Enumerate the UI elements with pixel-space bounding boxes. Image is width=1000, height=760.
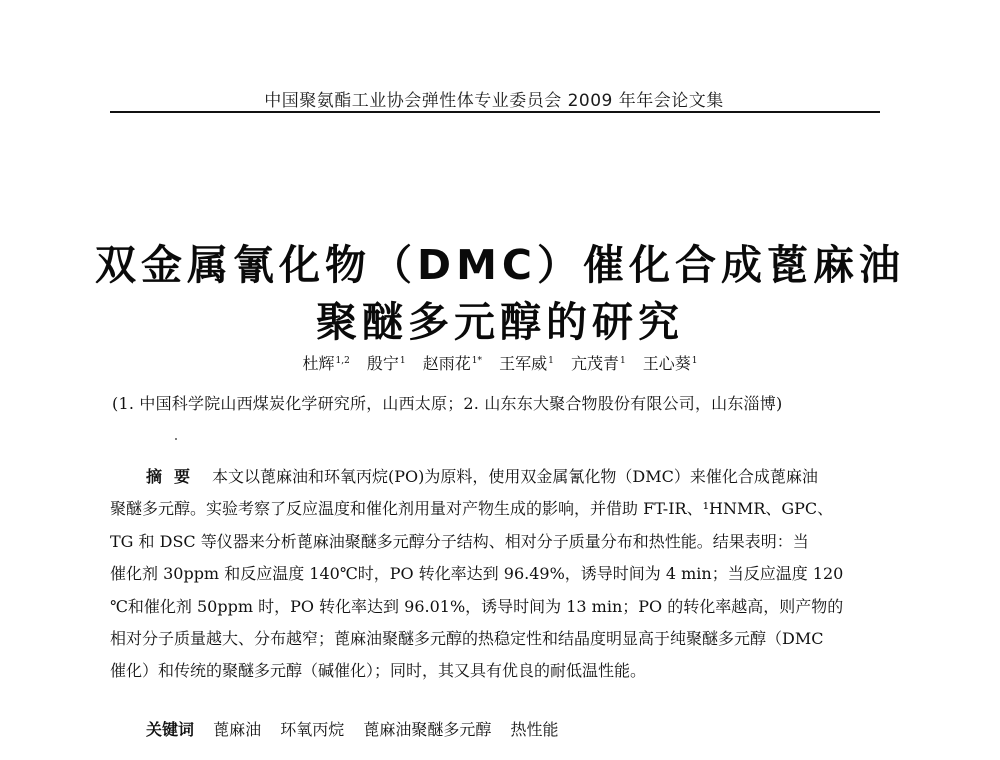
abstract-label: 摘要 <box>146 467 203 486</box>
author-affiliation-mark: 1* <box>471 355 482 366</box>
header-rule <box>110 111 880 113</box>
abstract-line <box>110 461 880 493</box>
abstract-text: 本文以蓖麻油和环氧丙烷(PO)为原料，使用双金属氰化物（DMC）来催化合成蓖麻油 <box>212 467 818 486</box>
paper-title-line-1: 双金属氰化物（DMC）催化合成蓖麻油 <box>95 241 905 289</box>
keywords-label: 关键词 <box>146 720 195 739</box>
affiliation-line: (1. 中国科学院山西煤炭化学研究所，山西太原；2. 山东东大聚合物股份有限公司，山东淄博) <box>112 394 783 413</box>
author-name: 王心葵 <box>642 354 691 373</box>
abstract-line: 催化剂 30ppm 和反应温度 140℃时，PO 转化率达到 96.49%，诱导时间为 4 min；当反应温度 120 <box>110 564 844 584</box>
author-affiliation-mark: 1 <box>548 355 554 366</box>
abstract-line: ℃和催化剂 50ppm 时，PO 转化率达到 96.01%，诱导时间为 13 min；PO 的转化率越高，则产物的 <box>110 596 844 616</box>
author <box>571 354 626 373</box>
scan-speck <box>175 438 177 440</box>
keyword: 热性能 <box>510 720 559 739</box>
author-list <box>110 351 890 374</box>
author-affiliation-mark: 1 <box>691 355 698 366</box>
author <box>499 354 554 373</box>
author-affiliation-mark: 1 <box>619 355 626 366</box>
abstract-line: 催化）和传统的聚醚多元醇（碱催化）；同时，其又具有优良的耐低温性能。 <box>110 661 647 681</box>
abstract-line: 相对分子质量越大、分布越窄；蓖麻油聚醚多元醇的热稳定性和结晶度明显高于纯聚醚多元醇（DMC <box>110 628 824 648</box>
author <box>367 354 406 373</box>
running-header: 中国聚氨酯工业协会弹性体专业委员会 2009 年年会论文集 <box>264 91 724 111</box>
author-affiliation-mark: 1 <box>399 355 406 366</box>
abstract-line: TG 和 DSC 等仪器来分析蓖麻油聚醚多元醇分子结构、相对分子质量分布和热性能。结果表明：当 <box>110 531 809 551</box>
keyword: 环氧丙烷 <box>280 720 345 739</box>
paper-title-line-2: 聚醚多元醇的研究 <box>316 298 684 346</box>
keyword: 蓖麻油 <box>213 720 262 739</box>
author-name: 赵雨花 <box>422 354 471 373</box>
author-name: 殷宁 <box>366 354 399 373</box>
author <box>423 354 482 373</box>
abstract-block <box>110 461 880 688</box>
author-affiliation-mark: 1,2 <box>335 355 350 366</box>
author-name: 亢茂青 <box>570 354 619 373</box>
author <box>643 354 698 373</box>
keyword: 蓖麻油聚醚多元醇 <box>363 720 492 739</box>
abstract-line: 聚醚多元醇。实验考察了反应温度和催化剂用量对产物生成的影响，并借助 FT-IR、¹HNMR、GPC、 <box>110 499 834 519</box>
author-name: 王军威 <box>499 354 548 373</box>
author-name: 杜辉 <box>302 354 335 373</box>
author <box>302 354 349 373</box>
keywords-line <box>146 717 886 740</box>
